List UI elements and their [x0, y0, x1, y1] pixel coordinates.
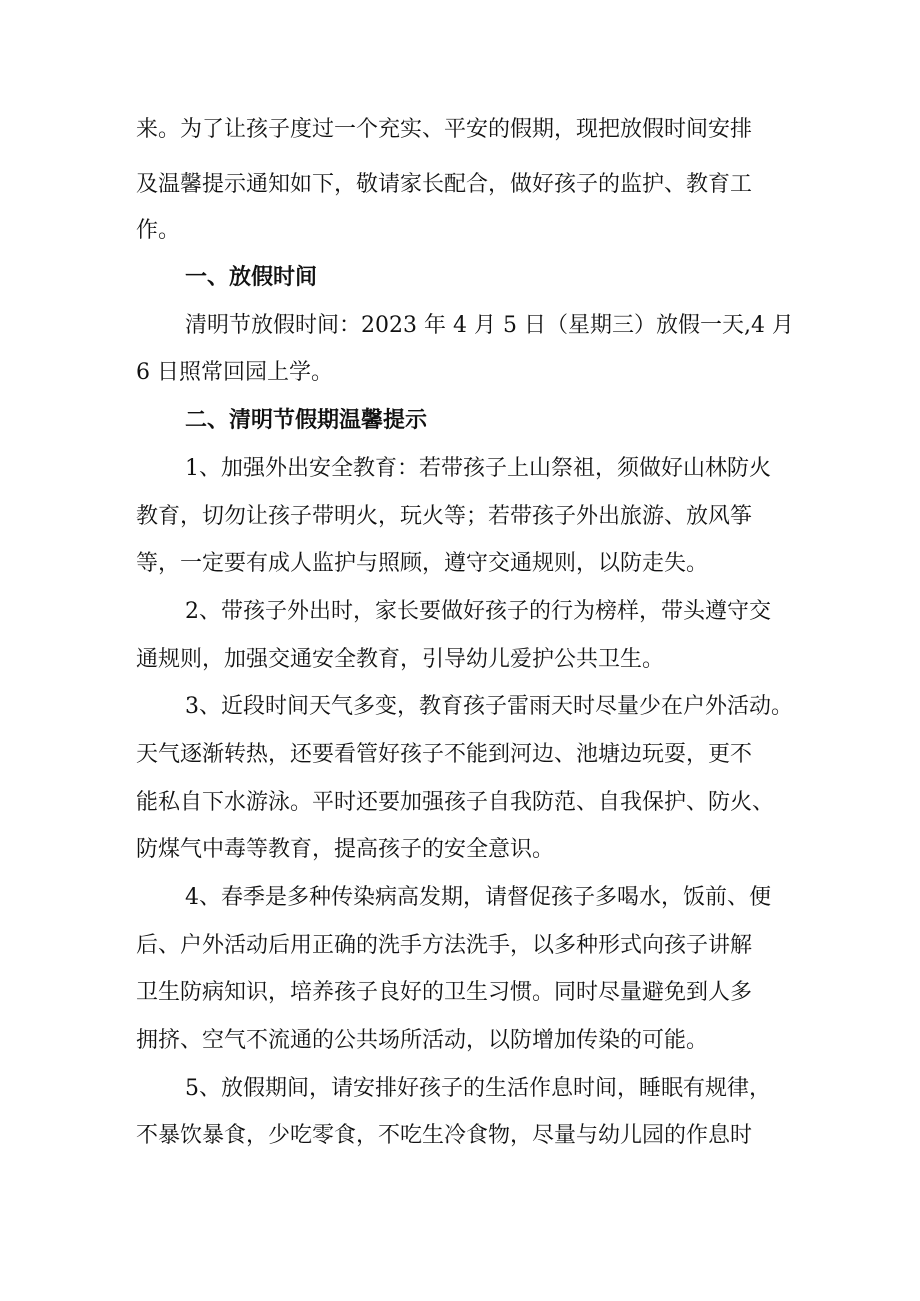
intro-line-3: 作。: [136, 218, 181, 243]
tip-4-line-4: 拥挤、空气不流通的公共场所活动，以防增加传染的可能。: [136, 1028, 709, 1053]
intro-line-1: 来。为了让孩子度过一个充实、平安的假期，现把放假时间安排: [136, 117, 753, 142]
tip-3-line-3: 能私自下水游泳。平时还要加强孩子自我防范、自我保护、防火、: [136, 790, 775, 815]
tip-4-line-1: 4、春季是多种传染病高发期，请督促孩子多喝水，饭前、便: [185, 885, 771, 910]
tip-1-line-1: 1、加强外出安全教育：若带孩子上山祭祖，须做好山林防火: [185, 456, 771, 481]
holiday-time-line-1: 清明节放假时间：2023 年 4 月 5 日（星期三）放假一天,4 月: [185, 313, 794, 338]
tip-3-line-2: 天气逐渐转热，还要看管好孩子不能到河边、池塘边玩耍，更不: [136, 742, 753, 767]
tip-1-line-2: 教育，切勿让孩子带明火，玩火等；若带孩子外出旅游、放风筝: [136, 504, 753, 529]
tip-1-line-3: 等，一定要有成人监护与照顾，遵守交通规则，以防走失。: [136, 551, 709, 576]
tip-4-line-2: 后、户外活动后用正确的洗手方法洗手，以多种形式向孩子讲解: [136, 933, 753, 958]
tip-5-line-2: 不暴饮暴食，少吃零食，不吃生冷食物，尽量与幼儿园的作息时: [136, 1123, 753, 1148]
tip-2-line-1: 2、带孩子外出时，家长要做好孩子的行为榜样，带头遵守交: [185, 599, 771, 624]
tip-5-line-1: 5、放假期间，请安排好孩子的生活作息时间，睡眠有规律，: [185, 1076, 771, 1101]
tip-3-line-1: 3、近段时间天气多变，教育孩子雷雨天时尽量少在户外活动。: [185, 694, 793, 719]
tip-2-line-2: 通规则，加强交通安全教育，引导幼儿爱护公共卫生。: [136, 647, 665, 672]
holiday-time-line-2: 6 日照常回园上学。: [136, 360, 333, 385]
tip-3-line-4: 防煤气中毒等教育，提高孩子的安全意识。: [136, 837, 555, 862]
intro-line-2: 及温馨提示通知如下，敬请家长配合，做好孩子的监护、教育工: [136, 172, 753, 197]
section-heading-holiday-tips: 二、清明节假期温馨提示: [185, 408, 428, 433]
tip-4-line-3: 卫生防病知识，培养孩子良好的卫生习惯。同时尽量避免到人多: [136, 980, 753, 1005]
section-heading-holiday-time: 一、放假时间: [185, 265, 318, 290]
